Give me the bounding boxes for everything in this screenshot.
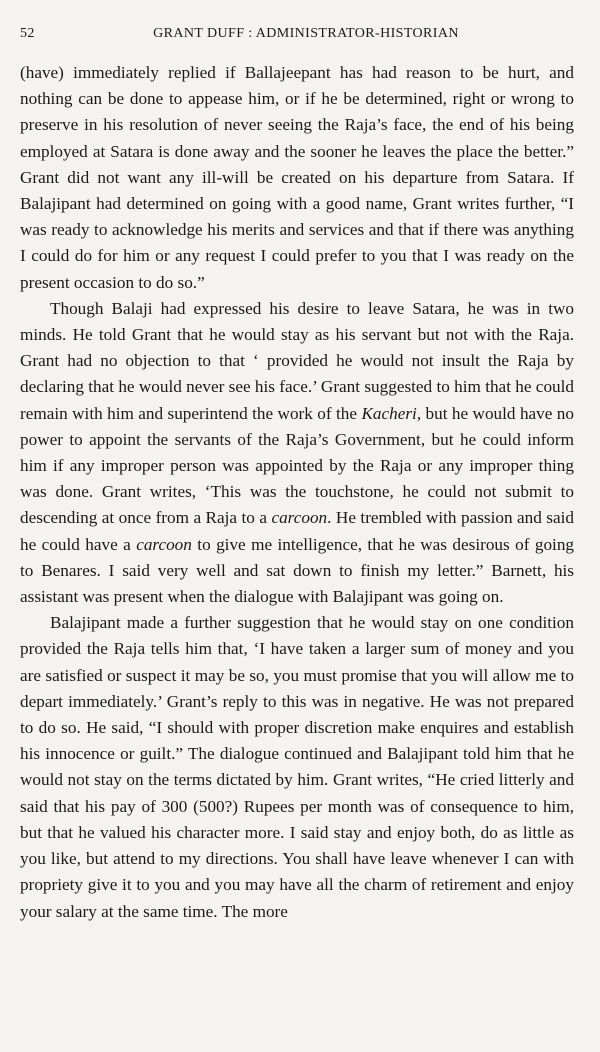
paragraph-3	[20, 610, 574, 924]
body-text	[20, 60, 574, 925]
paragraph-2-text-d: to give me intelligence, that he was desirous of going to Benares. I said very well and sat down to finish my letter.” Barnett, his assistant was present when the dialogue with Balajipant was going on.	[20, 534, 575, 607]
page-number: 52	[20, 26, 35, 41]
paragraph-1-text: (have) immediately replied if Ballajeepant has had reason to be hurt, and nothing can be done to appease him, or if he be determined, right or wrong to preserve in his resolution of never seeing the Raja’s face, the end of his being employed at Satara is done away and the sooner he leaves the place the better.” Grant did not want any ill-will be created on his departure from Satara. If Balajipant had determined on going with a good name, Grant writes further, “I was ready to acknowledge his merits and services and that if there was anything I could do for him or any request I could prefer to you that I was ready on the present occasion to do so.”	[20, 63, 574, 292]
paragraph-2	[20, 296, 574, 610]
italic-term-kacheri: Kacheri	[361, 403, 417, 423]
paragraph-3-text: Balajipant made a further suggestion that he would stay on one condition provided the Raja tells him that, ‘I have taken a larger sum of money and you are satisfied or suspect it may be so, you must promise that you will allow me to depart immediately.’ Grant’s reply to this was in negative. He was not prepared to do so. He said, “I should with proper discretion make enquires and establish his innocence or guilt.” The dialogue continued and Balajipant told him that he would not stay on the terms dictated by him. Grant writes, “He cried litterly and said that his pay of 300 (500?) Rupees per month was of consequence to him, but that he valued his character more. I said stay and enjoy both, do as little as you like, but attend to my directions. You shall have leave whenever I can with propriety give it to you and you may have all the charm of retirement and enjoy your salary at the same time. The more	[20, 613, 574, 921]
paragraph-2-text-a: Though Balaji had expressed his desire to leave Satara, he was in two minds. He told Grant that he would stay as his servant but not with the Raja. Grant had no objection to that ‘ provided he would not insult the Raja by declaring that he would never see his face.’ Grant suggested to him that he could remain with him and superintend the work of the	[20, 298, 574, 423]
running-title: GRANT DUFF : ADMINISTRATOR-HISTORIAN	[153, 26, 459, 41]
paragraph-2-text-b: , but he would have no power to appoint the servants of the Raja’s Government, but he could inform him if any improper person was appointed by the Raja or any improper thing was done. Grant writes, ‘This was the touchstone, he could not submit to descending at once from a Raja to a	[20, 403, 574, 528]
running-head	[20, 26, 574, 50]
paragraph-2-text-c: . He trembled with passion and said he could have a	[20, 508, 574, 554]
italic-term-carcoon-2: carcoon	[136, 534, 192, 554]
italic-term-carcoon-1: carcoon	[271, 508, 328, 528]
paragraph-1	[20, 60, 574, 296]
